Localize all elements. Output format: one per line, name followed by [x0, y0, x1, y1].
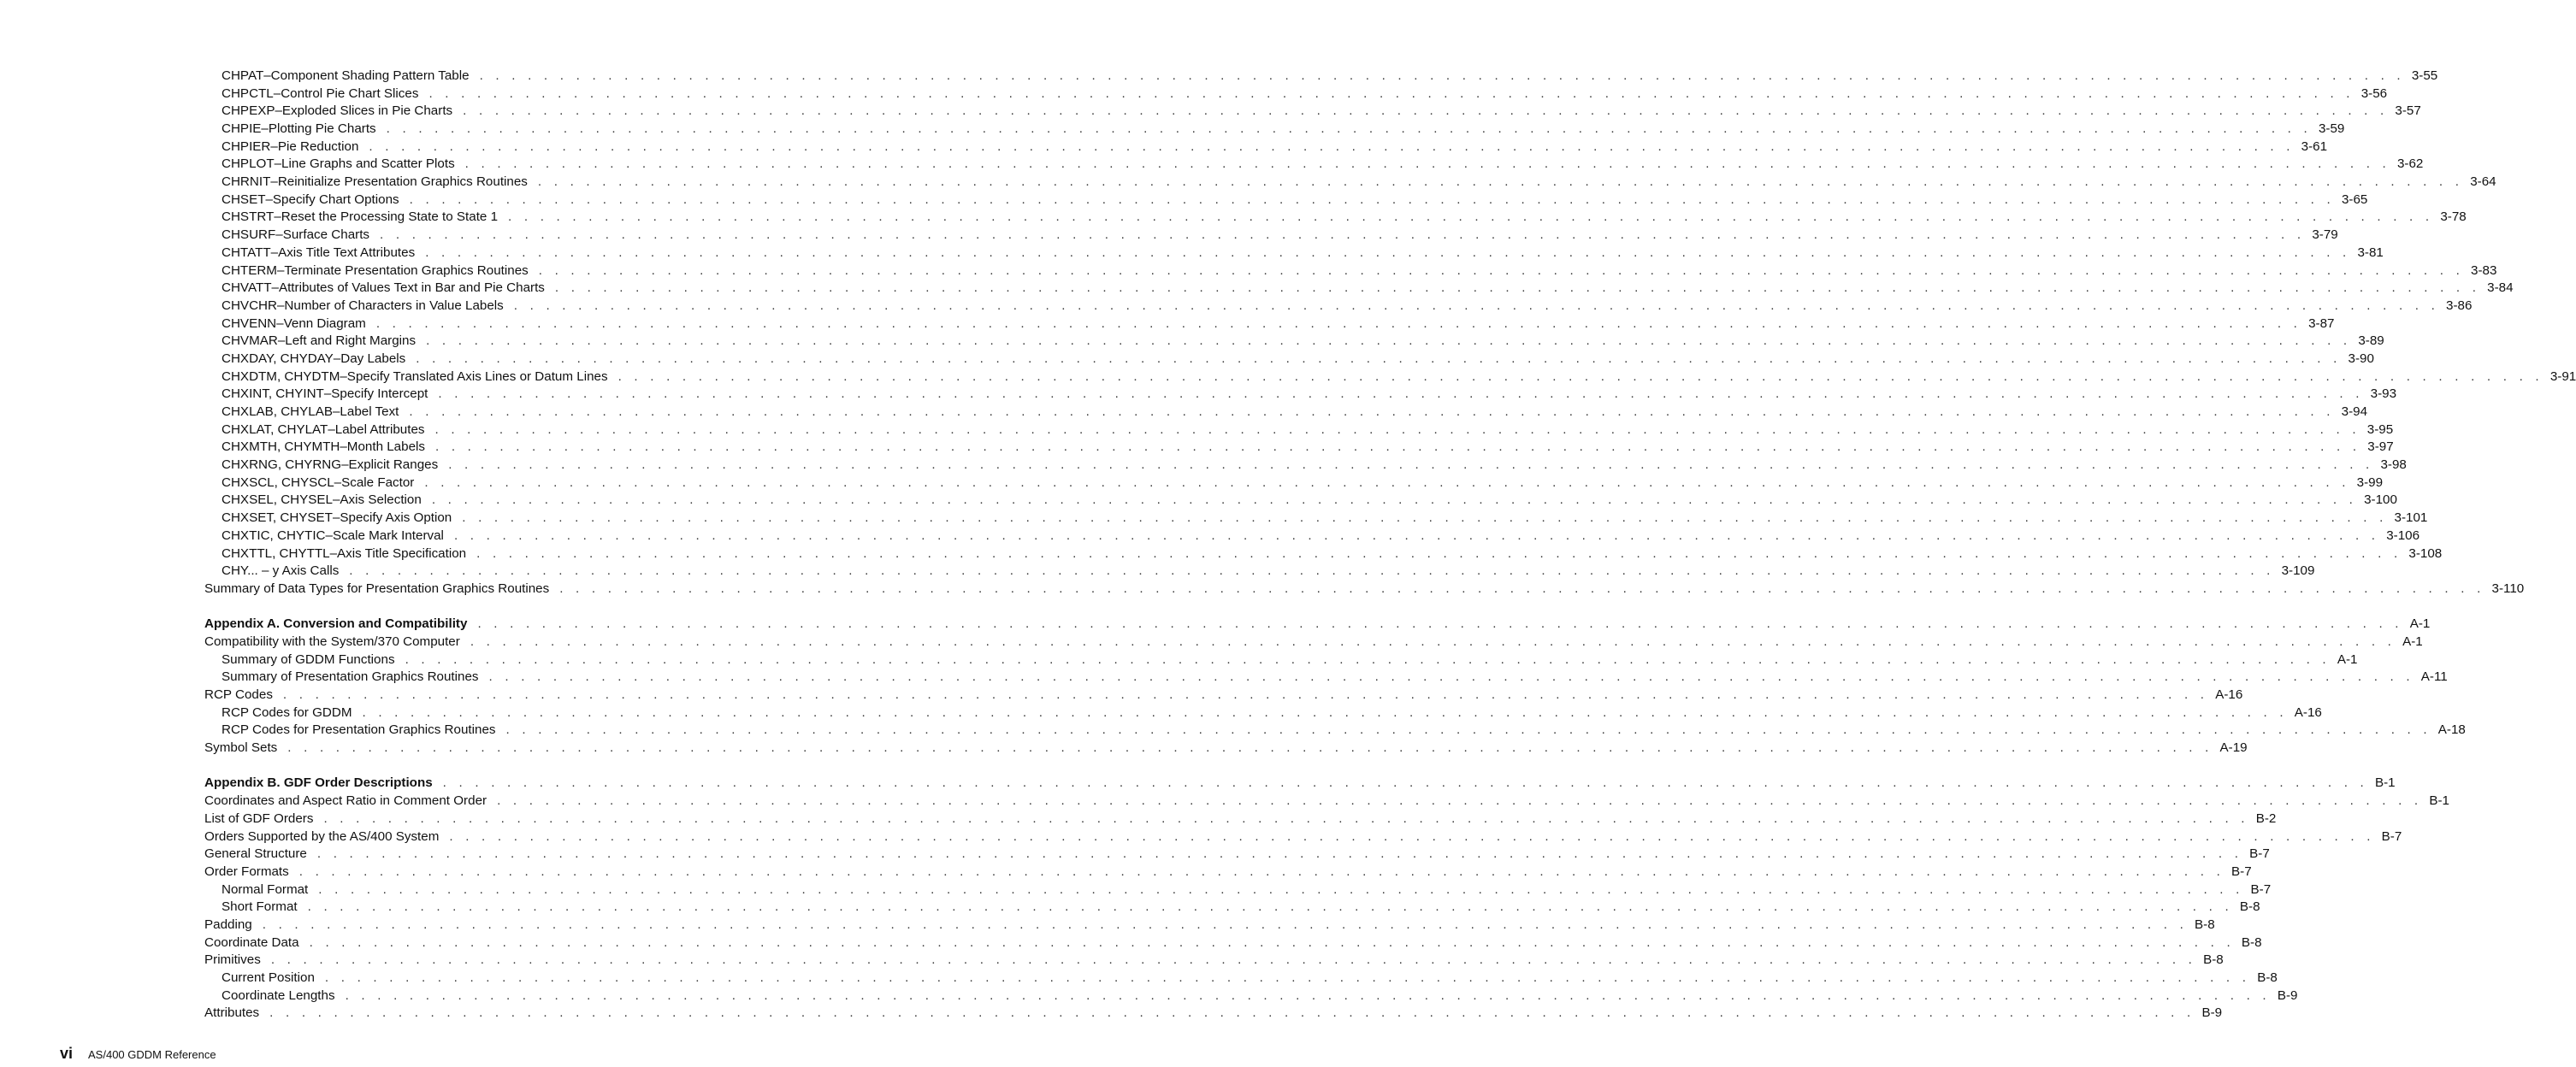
- toc-entry[interactable]: [204, 68, 2438, 85]
- toc-entry-page: B-8: [2203, 952, 2224, 968]
- toc-entry-title: CHPAT–Component Shading Pattern Table: [222, 68, 470, 83]
- toc-entry[interactable]: [204, 793, 2449, 811]
- toc-entry-title: Primitives: [204, 952, 261, 968]
- toc-entry[interactable]: [204, 651, 2358, 669]
- dot-leader: . . . . . . . . . . . . . . . . . . . . . . . . . . . . . . . . . . . . . . . . . . . . . . . . . . . . . . . . . . . . . . . . . . . . . . . . . . . . . . . . . . . . . . . . . . . . . . . . . . . . . . . . . . . . . . . . . . . . . . . .: [497, 793, 2423, 809]
- toc-entry[interactable]: [204, 970, 2278, 987]
- toc-entry-page: 3-83: [2471, 262, 2497, 278]
- toc-entry-page: 3-89: [2358, 333, 2384, 349]
- toc-entry[interactable]: [204, 156, 2424, 174]
- toc-entry[interactable]: [204, 687, 2243, 704]
- toc-entry[interactable]: [204, 475, 2384, 492]
- dot-leader: . . . . . . . . . . . . . . . . . . . . . . . . . . . . . . . . . . . . . . . . . . . . . . . . . . . . . . . . . . . . . . . . . . . . . . . . . . . . . . . . . . . . . . . . . . . . . . . . . . . . . . . . . . . . . . . . . . . . . . . .: [513, 298, 2440, 313]
- toc-entry-title: Coordinates and Aspect Ratio in Comment Order: [204, 793, 487, 809]
- toc-entry[interactable]: [204, 457, 2407, 475]
- dot-leader: . . . . . . . . . . . . . . . . . . . . . . . . . . . . . . . . . . . . . . . . . . . . . . . . . . . . . . . . . . . . . . . . . . . . . . . . . . . . . . . . . . . . . . . . . . . . . . . . . . . . . . . . . . . . . . . . . . . . . . . .: [309, 934, 2235, 950]
- toc-entry-title: CHVATT–Attributes of Values Text in Bar and Pie Charts: [222, 280, 545, 296]
- dot-leader: . . . . . . . . . . . . . . . . . . . . . . . . . . . . . . . . . . . . . . . . . . . . . . . . . . . . . . . . . . . . . . . . . . . . . . . . . . . . . . . . . . . . . . . . . . . . . . . . . . . . . . . . . . . . . . . . . . . . . . . .: [435, 439, 2361, 455]
- toc-entry-title: CHY... – y Axis Calls: [222, 563, 340, 579]
- toc-entry-page: 3-64: [2470, 174, 2496, 190]
- toc-entry[interactable]: [204, 192, 2368, 209]
- toc-entry-page: A-11: [2420, 669, 2448, 685]
- toc-entry-page: B-7: [2249, 846, 2270, 862]
- toc-entry-page: 3-108: [2408, 545, 2443, 561]
- toc-entry-page: 3-93: [2370, 386, 2397, 402]
- toc-entry-title: Current Position: [222, 970, 315, 986]
- dot-leader: . . . . . . . . . . . . . . . . . . . . . . . . . . . . . . . . . . . . . . . . . . . . . . . . . . . . . . . . . . . . . . . . . . . . . . . . . . . . . . . . . . . . . . . . . . . . . . . . . . . . . . . . . . . . . . . . . . . . . . . .: [537, 174, 2464, 190]
- dot-leader: . . . . . . . . . . . . . . . . . . . . . . . . . . . . . . . . . . . . . . . . . . . . . . . . . . . . . . . . . . . . . . . . . . . . . . . . . . . . . . . . . . . . . . . . . . . . . . . . . . . . . . . . . . . . . . . . . . . . . . . .: [434, 421, 2360, 437]
- toc-appendix-heading[interactable]: [204, 775, 2396, 793]
- toc-entry-page: B-7: [2231, 864, 2252, 879]
- toc-entry-title: CHSTRT–Reset the Processing State to State 1: [222, 209, 499, 225]
- toc-entry-page: 3-109: [2281, 563, 2315, 579]
- toc-entry[interactable]: [204, 846, 2270, 864]
- toc-entry-page: A-19: [2219, 740, 2248, 756]
- toc-entry-title: CHXTTL, CHYTTL–Axis Title Specification: [222, 545, 467, 561]
- toc-entry-title: CHSET–Specify Chart Options: [222, 192, 399, 207]
- toc-entry[interactable]: [204, 103, 2421, 121]
- toc-entry-title: Compatibility with the System/370 Computer: [204, 634, 460, 649]
- toc-entry-title: CHXTIC, CHYTIC–Scale Mark Interval: [222, 528, 444, 543]
- toc-entry-title: Order Formats: [204, 864, 289, 879]
- dot-leader: . . . . . . . . . . . . . . . . . . . . . . . . . . . . . . . . . . . . . . . . . . . . . . . . . . . . . . . . . . . . . . . . . . . . . . . . . . . . . . . . . . . . . . . . . . . . . . . . . . . . . . . . . . . . . . . . . . . . . . . .: [453, 528, 2380, 543]
- dot-leader: . . . . . . . . . . . . . . . . . . . . . . . . . . . . . . . . . . . . . . . . . . . . . . . . . . . . . . . . . . . . . . . . . . . . . . . . . . . . . . . . . . . . . . . . . . . . . . . . . . . . . . . . . . . . . . . . . . . . . . . .: [538, 262, 2465, 278]
- toc-entry-title: CHVMAR–Left and Right Margins: [222, 333, 417, 349]
- toc-entry-title: CHXLAB, CHYLAB–Label Text: [222, 404, 399, 420]
- toc-entry-title: Appendix B. GDF Order Descriptions: [204, 775, 433, 791]
- toc-entry[interactable]: [204, 174, 2496, 192]
- dot-leader: . . . . . . . . . . . . . . . . . . . . . . . . . . . . . . . . . . . . . . . . . . . . . . . . . . . . . . . . . . . . . . . . . . . . . . . . . . . . . . . . . . . . . . . . . . . . . . . . . . . . . . . . . . . . . . . . . . . . . . . .: [287, 740, 2213, 756]
- toc-entry[interactable]: [204, 421, 2394, 439]
- page-footer: [60, 1045, 216, 1063]
- dot-leader: . . . . . . . . . . . . . . . . . . . . . . . . . . . . . . . . . . . . . . . . . . . . . . . . . . . . . . . . . . . . . . . . . . . . . . . . . . . . . . . . . . . . . . . . . . . . . . . . . . . . . . . . . . . . . . . . . . . . . . . .: [479, 68, 2405, 83]
- toc-entry-page: A-16: [2215, 687, 2243, 703]
- toc-entry-page: A-1: [2337, 651, 2358, 667]
- dot-leader: . . . . . . . . . . . . . . . . . . . . . . . . . . . . . . . . . . . . . . . . . . . . . . . . . . . . . . . . . . . . . . . . . . . . . . . . . . . . . . . . . . . . . . . . . . . . . . . . . . . . . . . . . . . . . . . . . . . . . . . .: [508, 209, 2434, 225]
- dot-leader: . . . . . . . . . . . . . . . . . . . . . . . . . . . . . . . . . . . . . . . . . . . . . . . . . . . . . . . . . . . . . . . . . . . . . . . . . . . . . . . . . . . . . . . . . . . . . . . . . . . . . . . . . . . . . . . . . . . . . . . .: [386, 121, 2312, 137]
- toc-entry-page: 3-57: [2395, 103, 2421, 119]
- dot-leader: . . . . . . . . . . . . . . . . . . . . . . . . . . . . . . . . . . . . . . . . . . . . . . . . . . . . . . . . . . . . . . . . . . . . . . . . . . . . . . . . . . . . . . . . . . . . . . . . . . . . . . . . . . . . . . . . . . . . . . . .: [409, 404, 2335, 420]
- toc-entry-page: 3-84: [2487, 280, 2514, 296]
- toc-entry-title: Summary of Presentation Graphics Routines: [222, 669, 479, 685]
- dot-leader: . . . . . . . . . . . . . . . . . . . . . . . . . . . . . . . . . . . . . . . . . . . . . . . . . . . . . . . . . . . . . . . . . . . . . . . . . . . . . . . . . . . . . . . . . . . . . . . . . . . . . . . . . . . . . . . . . . . . . . . .: [462, 510, 2388, 526]
- toc-entry-page: B-8: [2241, 934, 2262, 950]
- toc-entry-page: B-9: [2201, 1005, 2223, 1021]
- dot-leader: . . . . . . . . . . . . . . . . . . . . . . . . . . . . . . . . . . . . . . . . . . . . . . . . . . . . . . . . . . . . . . . . . . . . . . . . . . . . . . . . . . . . . . . . . . . . . . . . . . . . . . . . . . . . . . . . . . . . . . . .: [431, 492, 2358, 508]
- toc-entry-title: CHXDAY, CHYDAY–Day Labels: [222, 351, 406, 366]
- toc-entry[interactable]: [204, 634, 2423, 651]
- toc-entry[interactable]: [204, 510, 2428, 528]
- toc-entry-title: CHXSEL, CHYSEL–Axis Selection: [222, 492, 422, 508]
- toc-entry-title: CHVENN–Venn Diagram: [222, 315, 366, 331]
- toc-entry-page: B-7: [2250, 881, 2272, 897]
- dot-leader: . . . . . . . . . . . . . . . . . . . . . . . . . . . . . . . . . . . . . . . . . . . . . . . . . . . . . . . . . . . . . . . . . . . . . . . . . . . . . . . . . . . . . . . . . . . . . . . . . . . . . . . . . . . . . . . . . . . . . . . .: [270, 952, 2197, 968]
- toc-entry-title: CHXMTH, CHYMTH–Month Labels: [222, 439, 425, 455]
- dot-leader: . . . . . . . . . . . . . . . . . . . . . . . . . . . . . . . . . . . . . . . . . . . . . . . . . . . . . . . . . . . . . . . . . . . . . . . . . . . . . . . . . . . . . . . . . . . . . . . . . . . . . . . . . . . . . . . . . . . . . . . .: [464, 156, 2390, 172]
- table-of-contents: [204, 68, 2576, 1023]
- dot-leader: . . . . . . . . . . . . . . . . . . . . . . . . . . . . . . . . . . . . . . . . . . . . . . . . . . . . . . . . . . . . . . . . . . . . . . . . . . . . . . . . . . . . . . . . . . . . . . . . . . . . . . . . . . . . . . . . . . . . . . . .: [298, 864, 2225, 879]
- toc-entry-page: 3-100: [2364, 492, 2397, 508]
- dot-leader: . . . . . . . . . . . . . . . . . . . . . . . . . . . . . . . . . . . . . . . . . . . . . . . . . . . . . . . . . . . . . . . . . . . . . . . . . . . . . . . . . . . . . . . . . . . . . . . . . . . . . . . . . . . . . . . . . . . . . . . .: [424, 475, 2350, 490]
- toc-entry-page: B-9: [2277, 987, 2298, 1003]
- toc-entry-title: Attributes: [204, 1005, 260, 1021]
- toc-entry-page: 3-79: [2312, 227, 2338, 243]
- toc-entry[interactable]: [204, 864, 2252, 881]
- toc-entry-page: B-8: [2257, 970, 2278, 986]
- toc-entry[interactable]: [204, 280, 2514, 298]
- dot-leader: . . . . . . . . . . . . . . . . . . . . . . . . . . . . . . . . . . . . . . . . . . . . . . . . . . . . . . . . . . . . . . . . . . . . . . . . . . . . . . . . . . . . . . . . . . . . . . . . . . . . . . . . . . . . . . . . . . . . . . . .: [438, 386, 2364, 402]
- toc-entry-page: A-18: [2437, 722, 2466, 738]
- toc-entry-page: 3-55: [2411, 68, 2438, 83]
- toc-entry-title: Summary of GDDM Functions: [222, 651, 395, 667]
- dot-leader: . . . . . . . . . . . . . . . . . . . . . . . . . . . . . . . . . . . . . . . . . . . . . . . . . . . . . . . . . . . . . . . . . . . . . . . . . . . . . . . . . . . . . . . . . . . . . . . . . . . . . . . . . . . . . . . . . . . . . . . .: [442, 775, 2368, 791]
- toc-entry[interactable]: [204, 315, 2335, 333]
- dot-leader: . . . . . . . . . . . . . . . . . . . . . . . . . . . . . . . . . . . . . . . . . . . . . . . . . . . . . . . . . . . . . . . . . . . . . . . . . . . . . . . . . . . . . . . . . . . . . . . . . . . . . . . . . . . . . . . . . . . . . . . .: [554, 280, 2481, 296]
- toc-entry[interactable]: [204, 952, 2224, 970]
- dot-leader: . . . . . . . . . . . . . . . . . . . . . . . . . . . . . . . . . . . . . . . . . . . . . . . . . . . . . . . . . . . . . . . . . . . . . . . . . . . . . . . . . . . . . . . . . . . . . . . . . . . . . . . . . . . . . . . . . . . . . . . .: [323, 811, 2249, 826]
- toc-entry-title: CHPIE–Plotting Pie Charts: [222, 121, 376, 137]
- toc-entry[interactable]: [204, 722, 2466, 740]
- dot-leader: . . . . . . . . . . . . . . . . . . . . . . . . . . . . . . . . . . . . . . . . . . . . . . . . . . . . . . . . . . . . . . . . . . . . . . . . . . . . . . . . . . . . . . . . . . . . . . . . . . . . . . . . . . . . . . . . . . . . . . . .: [477, 616, 2403, 632]
- toc-entry-title: Coordinate Data: [204, 934, 299, 950]
- dot-leader: . . . . . . . . . . . . . . . . . . . . . . . . . . . . . . . . . . . . . . . . . . . . . . . . . . . . . . . . . . . . . . . . . . . . . . . . . . . . . . . . . . . . . . . . . . . . . . . . . . . . . . . . . . . . . . . . . . . . . . . .: [416, 351, 2342, 366]
- toc-entry[interactable]: [204, 1005, 2223, 1023]
- toc-entry-title: Symbol Sets: [204, 740, 278, 756]
- toc-entry-title: RCP Codes for Presentation Graphics Routines: [222, 722, 496, 738]
- dot-leader: . . . . . . . . . . . . . . . . . . . . . . . . . . . . . . . . . . . . . . . . . . . . . . . . . . . . . . . . . . . . . . . . . . . . . . . . . . . . . . . . . . . . . . . . . . . . . . . . . . . . . . . . . . . . . . . . . . . . . . . .: [318, 881, 2244, 897]
- toc-entry-title: CHXDTM, CHYDTM–Specify Translated Axis Lines or Datum Lines: [222, 368, 608, 384]
- dot-leader: . . . . . . . . . . . . . . . . . . . . . . . . . . . . . . . . . . . . . . . . . . . . . . . . . . . . . . . . . . . . . . . . . . . . . . . . . . . . . . . . . . . . . . . . . . . . . . . . . . . . . . . . . . . . . . . . . . . . . . . .: [375, 315, 2302, 331]
- dot-leader: . . . . . . . . . . . . . . . . . . . . . . . . . . . . . . . . . . . . . . . . . . . . . . . . . . . . . . . . . . . . . . . . . . . . . . . . . . . . . . . . . . . . . . . . . . . . . . . . . . . . . . . . . . . . . . . . . . . . . . . .: [449, 828, 2375, 844]
- toc-entry-title: Coordinate Lengths: [222, 987, 335, 1003]
- toc-entry-title: CHXINT, CHYINT–Specify Intercept: [222, 386, 428, 402]
- dot-leader: . . . . . . . . . . . . . . . . . . . . . . . . . . . . . . . . . . . . . . . . . . . . . . . . . . . . . . . . . . . . . . . . . . . . . . . . . . . . . . . . . . . . . . . . . . . . . . . . . . . . . . . . . . . . . . . . . . . . . . . .: [307, 899, 2233, 915]
- toc-entry-title: CHXSCL, CHYSCL–Scale Factor: [222, 475, 415, 490]
- dot-leader: . . . . . . . . . . . . . . . . . . . . . . . . . . . . . . . . . . . . . . . . . . . . . . . . . . . . . . . . . . . . . . . . . . . . . . . . . . . . . . . . . . . . . . . . . . . . . . . . . . . . . . . . . . . . . . . . . . . . . . . .: [488, 669, 2414, 685]
- toc-entry-title: CHXSET, CHYSET–Specify Axis Option: [222, 510, 452, 526]
- toc-entry-page: 3-106: [2386, 528, 2420, 543]
- toc-entry[interactable]: [204, 262, 2497, 280]
- toc-entry-page: 3-99: [2356, 475, 2384, 490]
- toc-entry-page: A-1: [2402, 634, 2423, 649]
- toc-entry[interactable]: [204, 439, 2394, 457]
- dot-leader: . . . . . . . . . . . . . . . . . . . . . . . . . . . . . . . . . . . . . . . . . . . . . . . . . . . . . . . . . . . . . . . . . . . . . . . . . . . . . . . . . . . . . . . . . . . . . . . . . . . . . . . . . . . . . . . . . . . . . . . .: [425, 245, 2351, 260]
- dot-leader: . . . . . . . . . . . . . . . . . . . . . . . . . . . . . . . . . . . . . . . . . . . . . . . . . . . . . . . . . . . . . . . . . . . . . . . . . . . . . . . . . . . . . . . . . . . . . . . . . . . . . . . . . . . . . . . . . . . . . . . .: [349, 563, 2275, 579]
- toc-entry[interactable]: [204, 386, 2397, 404]
- toc-entry[interactable]: [204, 85, 2388, 103]
- toc-entry-title: Orders Supported by the AS/400 System: [204, 828, 440, 844]
- dot-leader: . . . . . . . . . . . . . . . . . . . . . . . . . . . . . . . . . . . . . . . . . . . . . . . . . . . . . . . . . . . . . . . . . . . . . . . . . . . . . . . . . . . . . . . . . . . . . . . . . . . . . . . . . . . . . . . . . . . . . . . .: [448, 457, 2374, 473]
- toc-entry-page: 3-110: [2491, 581, 2525, 596]
- toc-entry[interactable]: [204, 333, 2384, 351]
- dot-leader: . . . . . . . . . . . . . . . . . . . . . . . . . . . . . . . . . . . . . . . . . . . . . . . . . . . . . . . . . . . . . . . . . . . . . . . . . . . . . . . . . . . . . . . . . . . . . . . . . . . . . . . . . . . . . . . . . . . . . . . .: [617, 368, 2544, 384]
- toc-entry-title: CHTERM–Terminate Presentation Graphics Routines: [222, 262, 529, 278]
- toc-entry-page: 3-59: [2318, 121, 2345, 137]
- toc-entry-page: 3-81: [2357, 245, 2384, 260]
- toc-entry-page: 3-90: [2348, 351, 2374, 366]
- toc-entry-title: RCP Codes for GDDM: [222, 704, 352, 720]
- dot-leader: . . . . . . . . . . . . . . . . . . . . . . . . . . . . . . . . . . . . . . . . . . . . . . . . . . . . . . . . . . . . . . . . . . . . . . . . . . . . . . . . . . . . . . . . . . . . . . . . . . . . . . . . . . . . . . . . . . . . . . . .: [463, 103, 2389, 119]
- toc-entry[interactable]: [204, 298, 2473, 315]
- toc-entry-page: B-7: [2381, 828, 2402, 844]
- toc-entry[interactable]: [204, 227, 2338, 245]
- toc-entry-title: CHRNIT–Reinitialize Presentation Graphics Routines: [222, 174, 528, 190]
- toc-entry-title: Appendix A. Conversion and Compatibility: [204, 616, 468, 632]
- dot-leader: . . . . . . . . . . . . . . . . . . . . . . . . . . . . . . . . . . . . . . . . . . . . . . . . . . . . . . . . . . . . . . . . . . . . . . . . . . . . . . . . . . . . . . . . . . . . . . . . . . . . . . . . . . . . . . . . . . . . . . . .: [428, 85, 2354, 101]
- toc-entry-page: 3-86: [2446, 298, 2473, 313]
- toc-entry-title: General Structure: [204, 846, 307, 862]
- dot-leader: . . . . . . . . . . . . . . . . . . . . . . . . . . . . . . . . . . . . . . . . . . . . . . . . . . . . . . . . . . . . . . . . . . . . . . . . . . . . . . . . . . . . . . . . . . . . . . . . . . . . . . . . . . . . . . . . . . . . . . . .: [262, 917, 2189, 932]
- toc-entry-title: Padding: [204, 917, 252, 932]
- toc-entry-title: CHPCTL–Control Pie Chart Slices: [222, 85, 419, 101]
- toc-entry-title: CHTATT–Axis Title Text Attributes: [222, 245, 416, 260]
- toc-entry-title: CHXLAT, CHYLAT–Label Attributes: [222, 421, 425, 437]
- dot-leader: . . . . . . . . . . . . . . . . . . . . . . . . . . . . . . . . . . . . . . . . . . . . . . . . . . . . . . . . . . . . . . . . . . . . . . . . . . . . . . . . . . . . . . . . . . . . . . . . . . . . . . . . . . . . . . . . . . . . . . . .: [476, 545, 2402, 561]
- toc-entry-page: B-1: [2374, 775, 2396, 791]
- toc-entry-page: 3-101: [2394, 510, 2428, 526]
- dot-leader: . . . . . . . . . . . . . . . . . . . . . . . . . . . . . . . . . . . . . . . . . . . . . . . . . . . . . . . . . . . . . . . . . . . . . . . . . . . . . . . . . . . . . . . . . . . . . . . . . . . . . . . . . . . . . . . . . . . . . . . .: [362, 704, 2288, 720]
- toc-entry[interactable]: [204, 368, 2576, 386]
- dot-leader: . . . . . . . . . . . . . . . . . . . . . . . . . . . . . . . . . . . . . . . . . . . . . . . . . . . . . . . . . . . . . . . . . . . . . . . . . . . . . . . . . . . . . . . . . . . . . . . . . . . . . . . . . . . . . . . . . . . . . . . .: [405, 651, 2331, 667]
- dot-leader: . . . . . . . . . . . . . . . . . . . . . . . . . . . . . . . . . . . . . . . . . . . . . . . . . . . . . . . . . . . . . . . . . . . . . . . . . . . . . . . . . . . . . . . . . . . . . . . . . . . . . . . . . . . . . . . . . . . . . . . .: [345, 987, 2271, 1003]
- toc-entry[interactable]: [204, 563, 2315, 581]
- toc-entry-title: CHPLOT–Line Graphs and Scatter Plots: [222, 156, 455, 172]
- dot-leader: . . . . . . . . . . . . . . . . . . . . . . . . . . . . . . . . . . . . . . . . . . . . . . . . . . . . . . . . . . . . . . . . . . . . . . . . . . . . . . . . . . . . . . . . . . . . . . . . . . . . . . . . . . . . . . . . . . . . . . . .: [369, 139, 2295, 154]
- toc-entry-page: 3-78: [2440, 209, 2467, 225]
- toc-entry[interactable]: [204, 581, 2525, 598]
- toc-entry[interactable]: [204, 881, 2272, 899]
- dot-leader: . . . . . . . . . . . . . . . . . . . . . . . . . . . . . . . . . . . . . . . . . . . . . . . . . . . . . . . . . . . . . . . . . . . . . . . . . . . . . . . . . . . . . . . . . . . . . . . . . . . . . . . . . . . . . . . . . . . . . . . .: [409, 192, 2335, 207]
- toc-entry[interactable]: [204, 987, 2298, 1005]
- dot-leader: . . . . . . . . . . . . . . . . . . . . . . . . . . . . . . . . . . . . . . . . . . . . . . . . . . . . . . . . . . . . . . . . . . . . . . . . . . . . . . . . . . . . . . . . . . . . . . . . . . . . . . . . . . . . . . . . . . . . . . . .: [470, 634, 2396, 649]
- toc-entry[interactable]: [204, 828, 2402, 846]
- toc-entry-title: List of GDF Orders: [204, 811, 314, 826]
- dot-leader: . . . . . . . . . . . . . . . . . . . . . . . . . . . . . . . . . . . . . . . . . . . . . . . . . . . . . . . . . . . . . . . . . . . . . . . . . . . . . . . . . . . . . . . . . . . . . . . . . . . . . . . . . . . . . . . . . . . . . . . .: [426, 333, 2352, 349]
- toc-entry[interactable]: [204, 492, 2397, 510]
- toc-entry-page: B-8: [2239, 899, 2260, 915]
- toc-entry-page: 3-94: [2341, 404, 2368, 420]
- toc-entry-page: 3-65: [2341, 192, 2368, 207]
- toc-entry[interactable]: [204, 209, 2467, 227]
- dot-leader: . . . . . . . . . . . . . . . . . . . . . . . . . . . . . . . . . . . . . . . . . . . . . . . . . . . . . . . . . . . . . . . . . . . . . . . . . . . . . . . . . . . . . . . . . . . . . . . . . . . . . . . . . . . . . . . . . . . . . . . .: [269, 1005, 2195, 1021]
- toc-entry[interactable]: [204, 351, 2374, 368]
- toc-entry[interactable]: [204, 545, 2443, 563]
- dot-leader: . . . . . . . . . . . . . . . . . . . . . . . . . . . . . . . . . . . . . . . . . . . . . . . . . . . . . . . . . . . . . . . . . . . . . . . . . . . . . . . . . . . . . . . . . . . . . . . . . . . . . . . . . . . . . . . . . . . . . . . .: [316, 846, 2243, 862]
- toc-entry-page: B-1: [2429, 793, 2449, 809]
- toc-entry[interactable]: [204, 245, 2384, 262]
- toc-entry-title: CHXRNG, CHYRNG–Explicit Ranges: [222, 457, 439, 473]
- toc-entry-title: CHPIER–Pie Reduction: [222, 139, 359, 154]
- toc-entry-title: RCP Codes: [204, 687, 273, 703]
- toc-entry[interactable]: [204, 899, 2260, 917]
- toc-entry-page: 3-87: [2308, 315, 2335, 331]
- toc-entry-title: Normal Format: [222, 881, 309, 897]
- toc-entry-page: A-1: [2409, 616, 2431, 632]
- toc-entry-page: 3-98: [2380, 457, 2407, 473]
- toc-entry[interactable]: [204, 139, 2328, 156]
- toc-entry-page: 3-56: [2360, 85, 2388, 101]
- toc-entry[interactable]: [204, 121, 2345, 139]
- toc-entry[interactable]: [204, 740, 2248, 758]
- toc-entry-page: 3-91: [2549, 368, 2576, 384]
- toc-entry-page: B-8: [2195, 917, 2215, 932]
- toc-appendix-heading[interactable]: [204, 616, 2431, 634]
- toc-entry[interactable]: [204, 528, 2420, 545]
- toc-entry[interactable]: [204, 704, 2322, 722]
- toc-entry[interactable]: [204, 404, 2368, 421]
- dot-leader: . . . . . . . . . . . . . . . . . . . . . . . . . . . . . . . . . . . . . . . . . . . . . . . . . . . . . . . . . . . . . . . . . . . . . . . . . . . . . . . . . . . . . . . . . . . . . . . . . . . . . . . . . . . . . . . . . . . . . . . .: [505, 722, 2431, 738]
- toc-entry[interactable]: [204, 811, 2277, 828]
- toc-entry[interactable]: [204, 917, 2215, 934]
- toc-entry[interactable]: [204, 669, 2448, 687]
- toc-entry-page: B-2: [2255, 811, 2277, 826]
- toc-entry-page: A-16: [2294, 704, 2322, 720]
- toc-entry-title: CHPEXP–Exploded Slices in Pie Charts: [222, 103, 453, 119]
- footer-page-number: vi: [60, 1045, 74, 1062]
- dot-leader: . . . . . . . . . . . . . . . . . . . . . . . . . . . . . . . . . . . . . . . . . . . . . . . . . . . . . . . . . . . . . . . . . . . . . . . . . . . . . . . . . . . . . . . . . . . . . . . . . . . . . . . . . . . . . . . . . . . . . . . .: [559, 581, 2485, 596]
- toc-entry-title: Summary of Data Types for Presentation Graphics Routines: [204, 581, 550, 596]
- dot-leader: . . . . . . . . . . . . . . . . . . . . . . . . . . . . . . . . . . . . . . . . . . . . . . . . . . . . . . . . . . . . . . . . . . . . . . . . . . . . . . . . . . . . . . . . . . . . . . . . . . . . . . . . . . . . . . . . . . . . . . . .: [324, 970, 2251, 986]
- toc-entry-page: 3-95: [2366, 421, 2394, 437]
- toc-entry-page: 3-62: [2396, 156, 2424, 172]
- dot-leader: . . . . . . . . . . . . . . . . . . . . . . . . . . . . . . . . . . . . . . . . . . . . . . . . . . . . . . . . . . . . . . . . . . . . . . . . . . . . . . . . . . . . . . . . . . . . . . . . . . . . . . . . . . . . . . . . . . . . . . . .: [380, 227, 2306, 243]
- toc-entry[interactable]: [204, 934, 2262, 952]
- toc-entry-title: Short Format: [222, 899, 298, 915]
- toc-entry-title: CHVCHR–Number of Characters in Value Labels: [222, 298, 504, 313]
- dot-leader: . . . . . . . . . . . . . . . . . . . . . . . . . . . . . . . . . . . . . . . . . . . . . . . . . . . . . . . . . . . . . . . . . . . . . . . . . . . . . . . . . . . . . . . . . . . . . . . . . . . . . . . . . . . . . . . . . . . . . . . .: [282, 687, 2209, 703]
- toc-entry-title: CHSURF–Surface Charts: [222, 227, 370, 243]
- footer-book-title: AS/400 GDDM Reference: [88, 1048, 216, 1061]
- toc-entry-page: 3-61: [2301, 139, 2328, 154]
- toc-entry-page: 3-97: [2367, 439, 2394, 455]
